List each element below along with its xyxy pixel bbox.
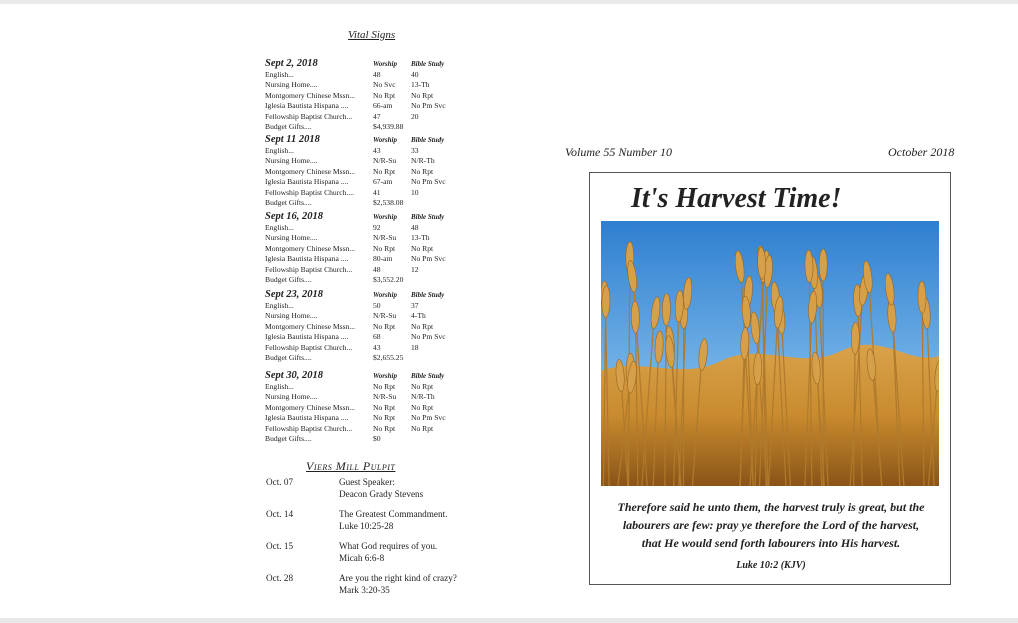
sermon-reference: Deacon Grady Stevens (339, 489, 424, 499)
worship-header: Worship (373, 60, 397, 68)
bible-study-header: Bible Study (411, 372, 445, 380)
sermon-title: The Greatest Commandment. (339, 509, 448, 519)
pulpit-title: Viers Mill Pulpit (306, 459, 396, 473)
stat-row: Nursing Home.... N/R-Su N/R-Th (265, 156, 435, 166)
vital-signs-title: Vital Signs (348, 29, 396, 41)
wheat-field-illustration (601, 221, 939, 486)
stat-row: Nursing Home.... N/R-Su 4-Th (265, 311, 426, 321)
stat-row: Iglesia Bautista Hispana .... 80-am No Pm Svc (265, 254, 446, 264)
bible-study-header: Bible Study (411, 60, 445, 68)
bible-study-header: Bible Study (411, 136, 445, 144)
week-block (265, 211, 475, 285)
week-date: Sept 30, 2018 (265, 370, 324, 381)
wheat-head (918, 281, 927, 313)
sermon-date: Oct. 28 (266, 573, 294, 583)
stat-row: Iglesia Bautista Hispana .... 67-am No Pm Svc (265, 177, 446, 187)
stat-row: Montgomery Chinese Mssn... No Rpt No Rpt (265, 166, 434, 176)
stat-row: Iglesia Bautista Hispana .... 68 No Pm Svc (265, 332, 446, 342)
stat-row: Fellowship Baptist Church.... 41 10 (265, 187, 419, 197)
week-block (265, 370, 475, 444)
volume-number: Volume 55 Number 10 (565, 145, 672, 159)
stat-row: Budget Gifts.... $2,538.08 (265, 197, 404, 207)
cover-verse (596, 498, 946, 552)
bible-study-header: Bible Study (411, 213, 445, 221)
sermon-title: What God requires of you. (339, 541, 438, 551)
sermon-title: Guest Speaker: (339, 477, 395, 487)
stat-row: Fellowship Baptist Church... 48 12 (265, 264, 419, 274)
stat-row: Budget Gifts.... $3,552.20 (265, 274, 404, 284)
wheat-head (662, 293, 670, 325)
stat-row: Fellowship Baptist Church... 43 18 (265, 342, 419, 352)
stat-row: English... 50 37 (265, 301, 419, 310)
worship-header: Worship (373, 136, 397, 144)
issue-month: October 2018 (888, 145, 955, 159)
sermon-date: Oct. 07 (266, 477, 294, 487)
stat-row: English... 48 40 (265, 70, 419, 79)
week-date: Sept 16, 2018 (265, 211, 324, 222)
worship-header: Worship (373, 213, 397, 221)
stat-row: Montgomery Chinese Mssn... No Rpt No Rpt (265, 243, 434, 253)
verse-line: labourers are few: pray ye therefore the Lord of the harvest, (622, 518, 920, 532)
week-block (265, 289, 475, 363)
week-date: Sept 23, 2018 (265, 289, 324, 300)
sermon-title: Are you the right kind of crazy? (339, 573, 457, 583)
sermon-reference: Mark 3:20-35 (339, 585, 390, 595)
week-block (265, 134, 475, 208)
wheat-head (851, 322, 859, 354)
stat-row: English... 92 48 (265, 223, 419, 232)
week-block (265, 58, 475, 132)
stat-row: English... No Rpt No Rpt (265, 382, 434, 391)
bible-study-header: Bible Study (411, 291, 445, 299)
stat-row: English... 43 33 (265, 146, 419, 155)
stat-row: Iglesia Bautista Hispana .... No Rpt No Pm Svc (265, 413, 446, 423)
stat-row: Iglesia Bautista Hispana .... 66-am No Pm Svc (265, 101, 446, 111)
verse-line: that He would send forth labourers into His harvest. (641, 536, 901, 550)
stat-row: Nursing Home.... N/R-Su N/R-Th (265, 392, 435, 402)
worship-header: Worship (373, 291, 397, 299)
stat-row: Budget Gifts.... $4,939.88 (265, 121, 404, 131)
cover-headline: It's Harvest Time! (631, 183, 842, 214)
stat-row: Fellowship Baptist Church... No Rpt No Rpt (265, 423, 434, 433)
stat-row: Nursing Home.... No Svc 13-Th (265, 80, 430, 90)
stat-row: Budget Gifts.... $0 (265, 433, 381, 443)
week-date: Sept 11 2018 (265, 134, 320, 145)
sermon-date: Oct. 14 (266, 509, 294, 519)
week-date: Sept 2, 2018 (265, 58, 318, 69)
wheat-head (819, 249, 827, 281)
sermon-date: Oct. 15 (266, 541, 294, 551)
stat-row: Budget Gifts.... $2,655.25 (265, 352, 404, 362)
page-bottom-edge (0, 618, 1018, 623)
wheat-field-image (601, 221, 939, 486)
stat-row: Montgomery Chinese Mssn... No Rpt No Rpt (265, 402, 434, 412)
page-top-edge (0, 0, 1018, 4)
worship-header: Worship (373, 372, 397, 380)
stat-row: Fellowship Baptist Church... 47 20 (265, 111, 419, 121)
verse-line: Therefore said he unto them, the harvest truly is great, but the (617, 500, 925, 514)
stat-row: Nursing Home.... N/R-Su 13-Th (265, 233, 430, 243)
stat-row: Montgomery Chinese Mssn... No Rpt No Rpt (265, 90, 434, 100)
stat-row: Montgomery Chinese Mssn... No Rpt No Rpt (265, 321, 434, 331)
sermon-reference: Luke 10:25-28 (339, 521, 394, 531)
verse-reference: Luke 10:2 (KJV) (736, 560, 806, 571)
sermon-reference: Micah 6:6-8 (339, 553, 385, 563)
